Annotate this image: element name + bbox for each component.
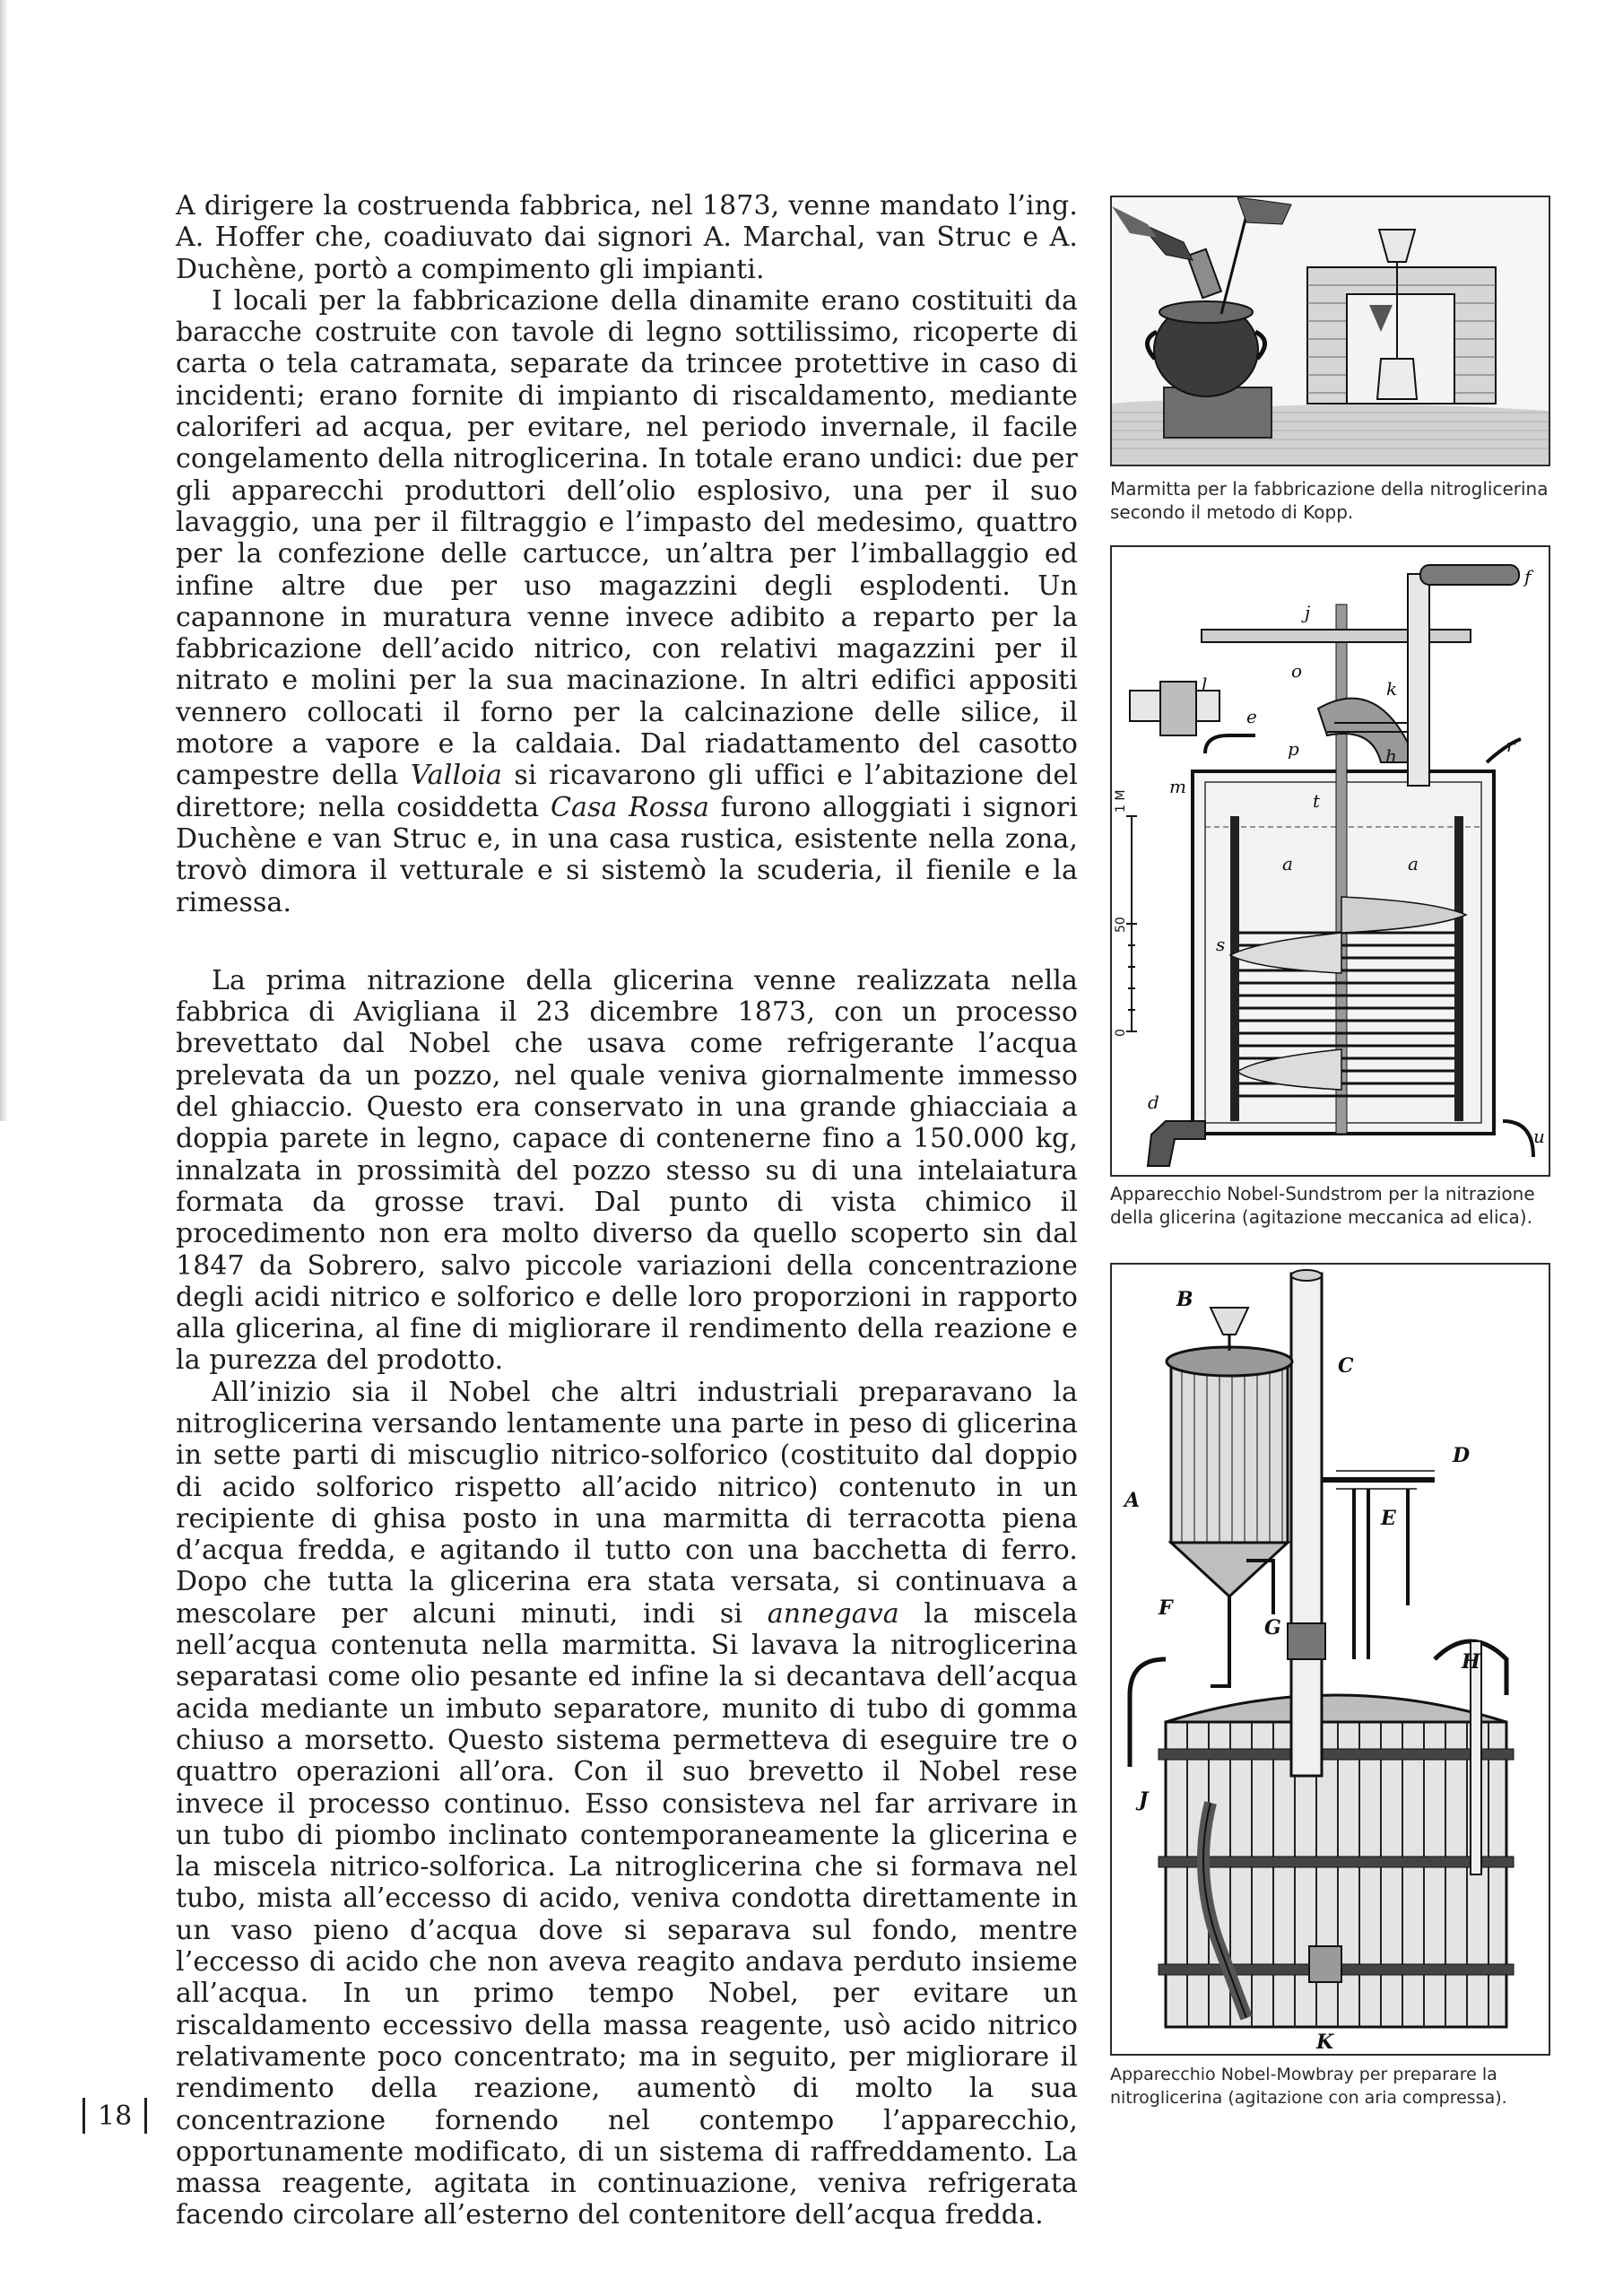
paragraph-2-part-1: I locali per la fabbricazione della dinamite erano costituiti da baracche costruite con tavole di legno sottilissimo, ricoperte di carta o tela catramata, separate da trincee protettive in caso di incidenti; erano fornite di impianto di riscaldamento, mediante caloriferi ad acqua, per evitare, nel periodo invernale, il facile congelamento della nitroglicerina. In totale erano undici: due per gli apparecchi produttori dell’olio esplosivo, una per il suo lavaggio, una per il filtraggio e l’impasto del medesimo, quattro per la confezione delle cartucce, un’altra per l’imballaggio ed infine altre due per uso magazzini degli esplodenti. Un capannone in muratura venne invece adibito a reparto per la fabbricazione dell’acido nitrico, con relativi magazzini per il nitrato e molini per la sua macinazione. In altri edifici appositi vennero collocati il forno per la calcinazione delle silice, il motore a vapore e la caldaia. Dal riadattamento del casotto campestre della	[176, 284, 1078, 792]
fig2-label-d: d	[1148, 1091, 1159, 1113]
page-edge-shadow	[0, 0, 8, 1121]
fig2-label-a-left: a	[1282, 853, 1293, 874]
italic-valloia: Valloia	[410, 760, 503, 792]
caption-kopp-kettle: Marmitta per la fabbricazione della nitroglicerina secondo il metodo di Kopp.	[1110, 478, 1549, 523]
fig3-label-k: K	[1316, 2031, 1334, 2054]
paragraph-2-part-3: furono alloggiati i signori Duchène e van Struc e, in una casa rustica, esistente nella zona, trovò dimora il vetturale e si sistemò la scuderia, il fienile e la rimessa.	[176, 791, 1079, 918]
folio-rule-left	[82, 2098, 85, 2134]
fig3-label-h: H	[1462, 1650, 1480, 1674]
fig2-label-h: h	[1385, 745, 1397, 767]
paragraph-2-part-2: si ricavarono gli uffici e l’abitazione del direttore; nella cosiddetta	[176, 760, 1078, 823]
fig2-scale-0: 0	[1114, 1029, 1128, 1037]
paragraph-2	[176, 285, 1078, 918]
fig2-label-p: p	[1288, 738, 1299, 760]
fig3-label-c: C	[1338, 1354, 1354, 1378]
fig3-label-j: J	[1139, 1788, 1149, 1812]
paragraph-4-part-2: la miscela nell’acqua contenuta nella marmitta. Si lavava la nitroglicerina separatasi come olio pesante ed infine la si decantava dell’acqua acida mediante un imbuto separatore, munito di tubo di gomma chiuso a morsetto.	[176, 1597, 1078, 1756]
kopp-kettle-illustration	[1112, 197, 1549, 465]
paragraph-4-part-3: Questo sistema permetteva di eseguire tre o quattro operazioni all’ora. Con il suo brevetto il Nobel rese invece il processo continuo. Esso consisteva nel far arrivare in un tubo di piombo inclinato contemporaneamente la glicerina e la miscela nitrico-solforica. La nitroglicerina che si formava nel tubo, mista all’eccesso di acido, veniva condotta direttamente in un vaso pieno d’acqua dove si separava sul fondo, mentre l’eccesso di acido che non aveva reagito andava perduto insieme all’acqua. In un primo tempo Nobel, per evitare un riscaldamento eccessivo della massa reagente, usò acido nitrico relativamente poco concentrato; ma in seguito, per migliorare il rendimento della reazione, aumentò di molto la sua concentrazione fornendo nel contempo l’apparecchio, opportunamente modificato, di un sistema di raffreddamento. La massa reagente, agitata in continuazione, veniva refrigerata facendo circolare all’esterno del contenitore dell’acqua fredda.	[176, 1724, 1078, 2231]
fig2-label-s: s	[1216, 934, 1226, 955]
paragraph-1: A dirigere la costruenda fabbrica, nel 1873, venne mandato l’ing. A. Hoffer che, coadiuvato dai signori A. Marchal, van Struc e A. Duchène, portò a compimento gli impianti.	[176, 190, 1078, 285]
figure-nobel-sundstrom	[1110, 545, 1550, 1177]
fig2-label-t: t	[1313, 790, 1321, 812]
paragraph-4-part-1: All’inizio sia il Nobel che altri industriali preparavano la nitroglicerina versando lentamente una parte in peso di glicerina in sette parti di miscuglio nitrico-solforico (costituito dal doppio di acido solforico rispetto all’acido nitrico) contenuto in un recipiente di ghisa posto in una marmitta di terracotta piena d’acqua fredda, e agitando il tutto con una bacchetta di ferro. Dopo che tutta la glicerina era stata versata, si continuava a mescolare per alcuni minuti, indi si	[176, 1376, 1078, 1630]
paragraph-4	[176, 1377, 1078, 2231]
fig2-label-e: e	[1246, 706, 1257, 727]
fig2-label-o: o	[1291, 660, 1303, 682]
folio-rule-right	[144, 2098, 147, 2134]
caption-nobel-mowbray: Apparecchio Nobel-Mowbray per preparare la nitroglicerina (agitazione con aria compressa).	[1110, 2065, 1507, 2108]
fig2-label-a-right: a	[1408, 853, 1419, 874]
page-number: 18	[98, 2100, 133, 2132]
fig3-label-e: E	[1381, 1507, 1396, 1530]
fig3-label-a: A	[1124, 1489, 1141, 1512]
fig2-label-j: j	[1305, 602, 1311, 623]
fig2-label-m: m	[1169, 776, 1186, 797]
figure-nobel-mowbray	[1110, 1263, 1550, 2056]
caption-nobel-sundstrom: Apparecchio Nobel-Sundstrom per la nitrazione della glicerina (agitazione meccanica ad elica).	[1110, 1183, 1535, 1228]
paragraph-3: La prima nitrazione della glicerina venne realizzata nella fabbrica di Avigliana il 23 dicembre 1873, con un processo brevettato dal Nobel che usava come refrigerante l’acqua prelevata da un pozzo, nel quale veniva giornalmente immesso del ghiaccio. Questo era conservato in una grande ghiacciaia a doppia parete in legno, capace di contenerne fino a 150.000 kg, innalzata in prossimità del pozzo stesso su di una intelaiatura formata da grosse travi. Dal punto di vista chimico il procedimento non era molto diverso da quello scoperto sin dal 1847 da Sobrero, salvo piccole variazioni della concentrazione degli acidi nitrico e solforico e delle loro proporzioni in rapporto alla glicerina, al fine di migliorare il rendimento della reazione e la purezza del prodotto.	[176, 964, 1078, 1377]
fig2-label-f: f	[1524, 566, 1532, 587]
figure-kopp-kettle	[1110, 196, 1550, 466]
fig2-label-k: k	[1386, 678, 1398, 700]
fig3-label-g: G	[1264, 1616, 1281, 1639]
nobel-mowbray-illustration	[1112, 1265, 1549, 2054]
fig2-scale-1m: 1 M	[1114, 789, 1128, 813]
nobel-sundstrom-illustration	[1112, 547, 1549, 1175]
fig3-label-f: F	[1159, 1596, 1173, 1620]
page-number-block	[82, 2097, 147, 2135]
fig3-label-d: D	[1453, 1444, 1471, 1467]
fig2-scale-50: 50	[1114, 917, 1128, 933]
fig2-label-r: r	[1506, 735, 1515, 756]
italic-annegava: annegava	[767, 1597, 899, 1630]
body-text	[176, 190, 1078, 2231]
fig2-label-u: u	[1533, 1126, 1545, 1147]
italic-casa-rossa: Casa Rossa	[550, 791, 709, 823]
fig3-label-b: B	[1176, 1288, 1193, 1311]
fig2-label-l: l	[1202, 674, 1208, 695]
